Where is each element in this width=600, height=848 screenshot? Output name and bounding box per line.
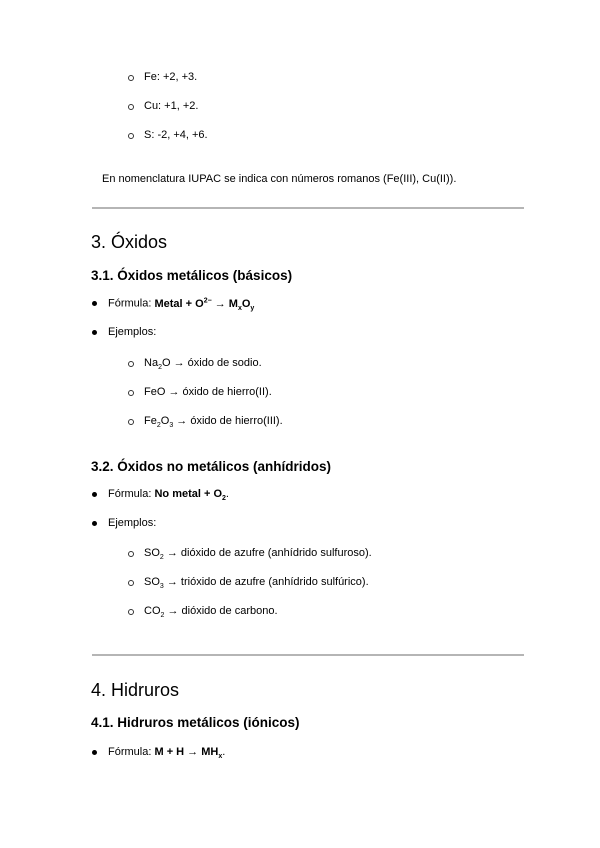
example-item: $Fe_2O_3$ → óxido de hierro(III). xyxy=(144,415,283,430)
circle-bullet-icon xyxy=(128,75,134,81)
examples-label: Ejemplos: xyxy=(108,326,157,338)
circle-bullet-icon xyxy=(128,419,134,425)
circle-bullet-icon xyxy=(128,133,134,139)
disc-bullet-icon xyxy=(92,521,97,526)
section-heading-hidruros: 4. Hidruros xyxy=(91,680,180,700)
subheading-oxidos-metalicos: 3.1. Óxidos metálicos (básicos) xyxy=(91,268,293,283)
circle-bullet-icon xyxy=(128,551,134,557)
example-item: $Na_2O$ → óxido de sodio. xyxy=(144,357,262,372)
circle-bullet-icon xyxy=(128,361,134,367)
circle-bullet-icon xyxy=(128,390,134,396)
circle-bullet-icon xyxy=(128,609,134,615)
formula-oxidos-no-metalicos: Fórmula: No metal + $O_2$. xyxy=(108,488,229,503)
example-item: $CO_2$ → dióxido de carbono. xyxy=(144,605,278,620)
example-item: $SO_3$ → trióxido de azufre (anhídrido sulfúrico). xyxy=(144,576,369,591)
examples-label: Ejemplos: xyxy=(108,517,157,529)
example-item: FeO → óxido de hierro(II). xyxy=(144,386,272,398)
oxidation-item: Fe: +2, +3. xyxy=(144,71,198,83)
oxidation-item: Cu: +1, +2. xyxy=(144,100,199,112)
formula-oxidos-metalicos: Fórmula: Metal + $O^{2-} \to M_xO_y$ xyxy=(108,297,255,312)
iupac-note: En nomenclatura IUPAC se indica con números romanos (Fe(III), Cu(II)). xyxy=(102,173,457,185)
disc-bullet-icon xyxy=(92,492,97,497)
disc-bullet-icon xyxy=(92,750,97,755)
section-heading-oxidos: 3. Óxidos xyxy=(91,232,168,252)
circle-bullet-icon xyxy=(128,580,134,586)
example-item: $SO_2$ → dióxido de azufre (anhídrido sulfuroso). xyxy=(144,547,372,562)
horizontal-rule xyxy=(92,207,524,209)
circle-bullet-icon xyxy=(128,104,134,110)
horizontal-rule xyxy=(92,654,524,656)
disc-bullet-icon xyxy=(92,301,97,306)
subheading-hidruros-metalicos: 4.1. Hidruros metálicos (iónicos) xyxy=(91,715,300,730)
oxidation-item: S: -2, +4, +6. xyxy=(144,129,208,141)
formula-hidruros-metalicos: Fórmula: $M + H \to MH_x$. xyxy=(108,746,226,761)
subheading-oxidos-no-metalicos: 3.2. Óxidos no metálicos (anhídridos) xyxy=(91,459,332,474)
disc-bullet-icon xyxy=(92,330,97,335)
